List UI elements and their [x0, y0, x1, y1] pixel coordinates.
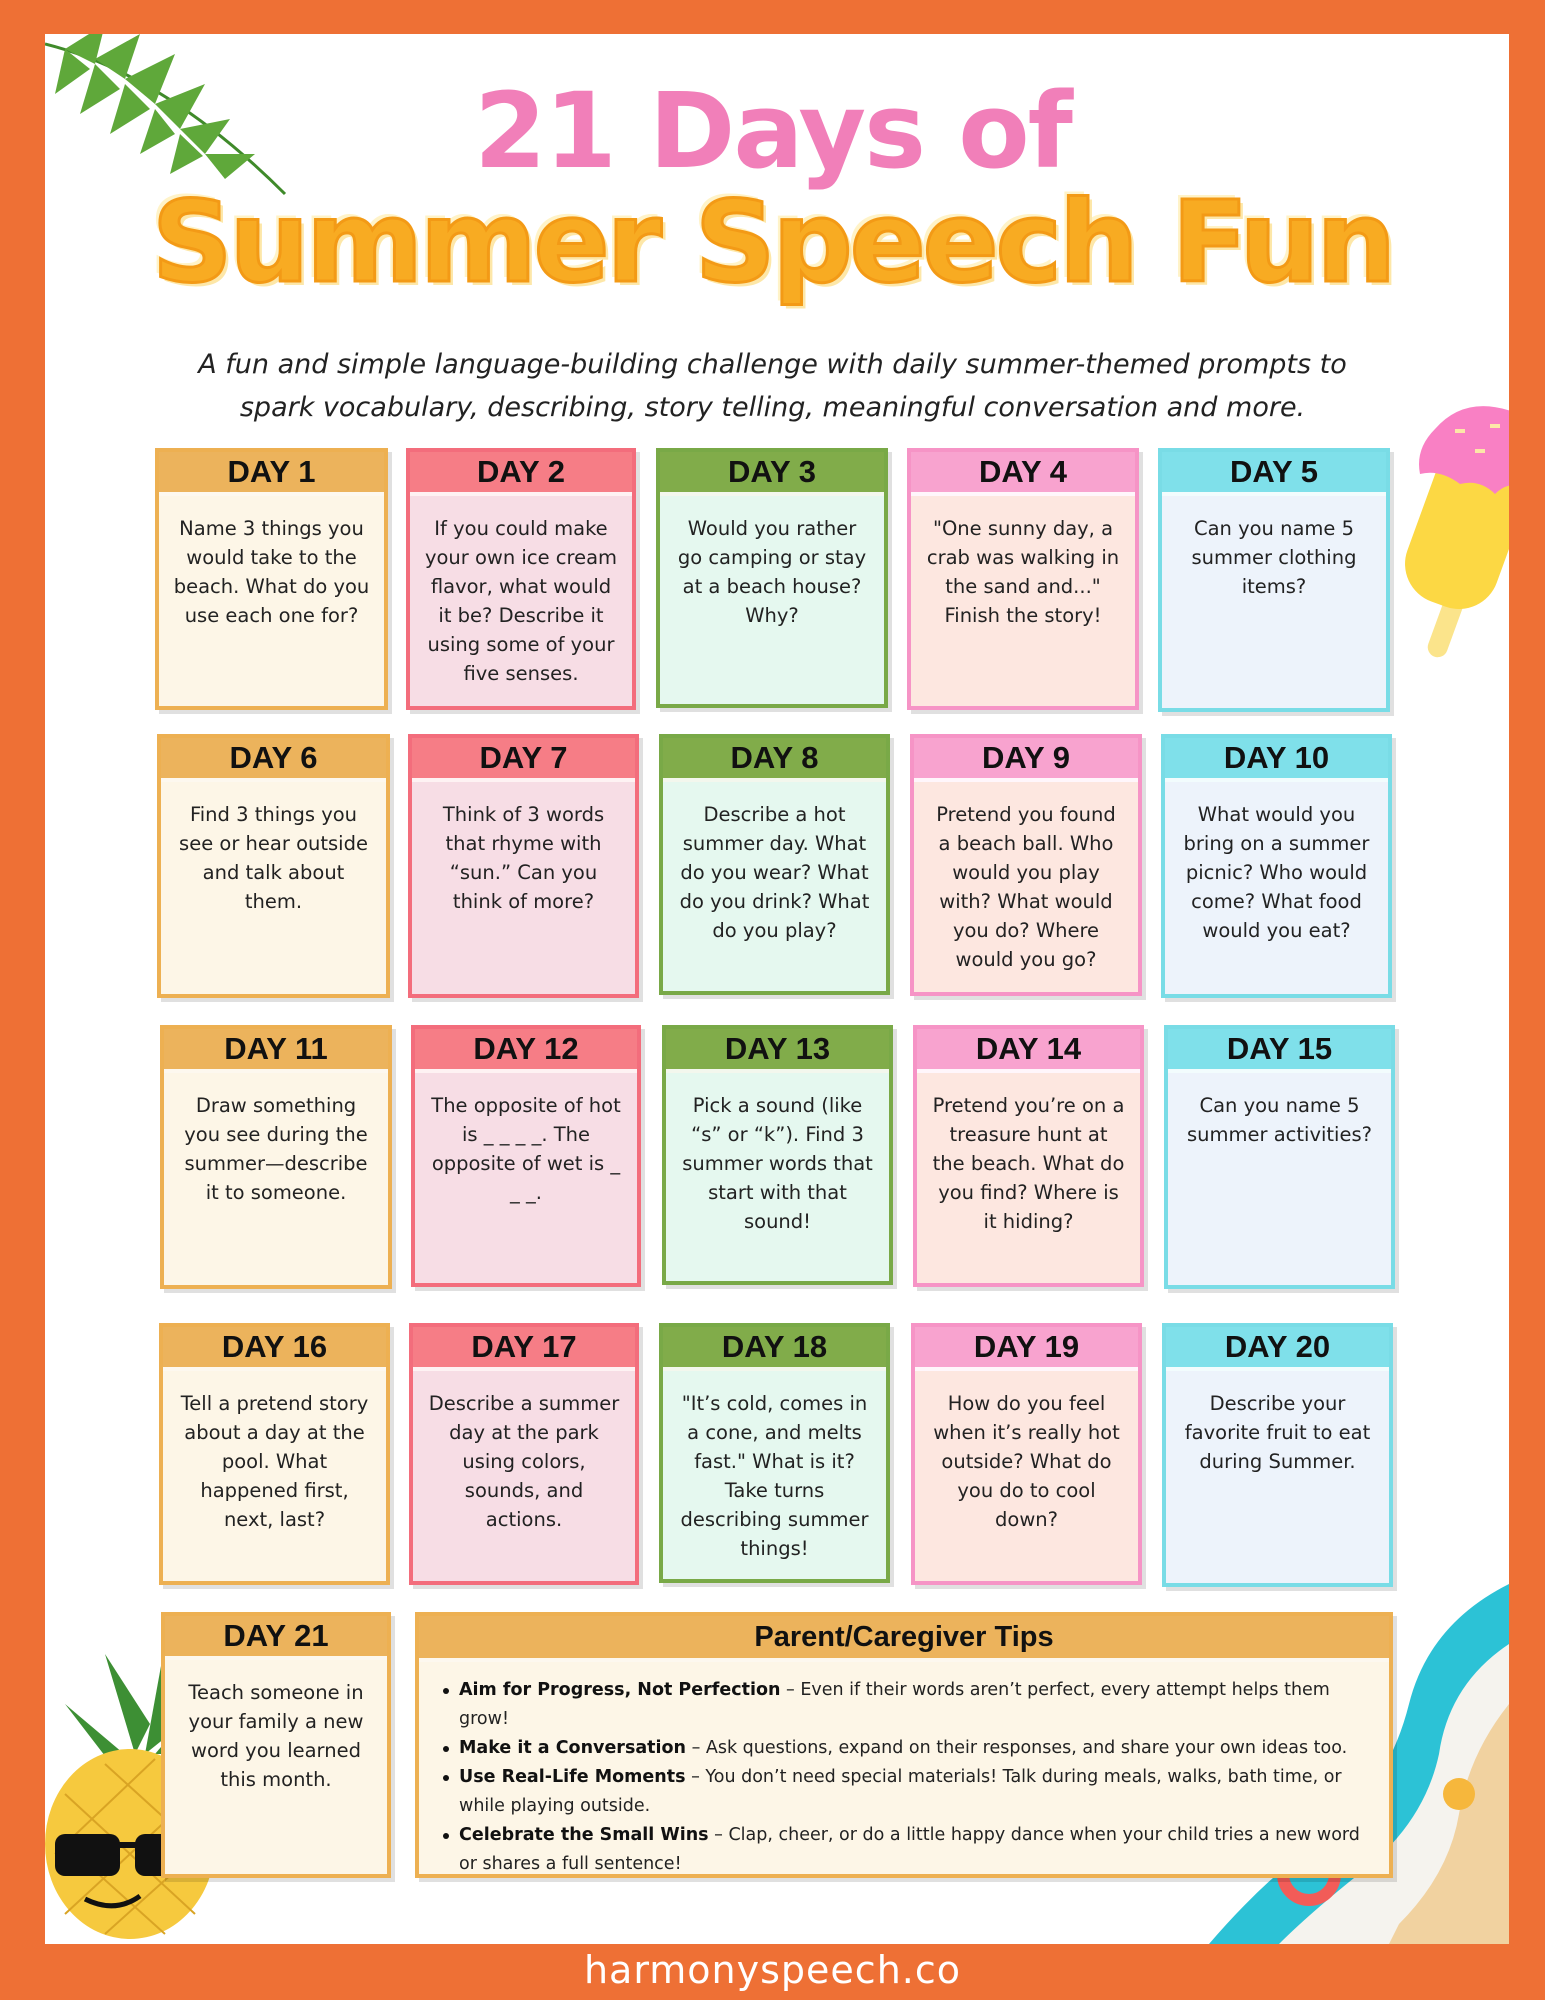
- day-card-label: DAY 1: [159, 452, 384, 496]
- day-card-1: [155, 448, 388, 710]
- day-card-label: DAY 7: [412, 738, 635, 782]
- day-card-15: [1164, 1025, 1395, 1289]
- day-card-label: DAY 2: [410, 452, 632, 496]
- popsicle-icon: [1400, 399, 1509, 669]
- tip-text: – Even if their words aren’t perfect, every attempt helps them grow!: [459, 1680, 1330, 1729]
- title-line-2: Summer Speech Fun: [151, 178, 1394, 308]
- day-card-prompt: If you could make your own ice cream flavor, what would it be? Describe it using some of your five senses.: [424, 517, 618, 685]
- day-card-20: [1162, 1323, 1393, 1587]
- day-card-label: DAY 14: [917, 1029, 1140, 1073]
- day-card-label: DAY 8: [663, 738, 886, 782]
- tip-text: – Ask questions, expand on their responses, and share your own ideas too.: [686, 1738, 1348, 1758]
- day-card-prompt: Describe your favorite fruit to eat during Summer.: [1184, 1392, 1371, 1473]
- day-card-prompt: Can you name 5 summer activities?: [1187, 1094, 1372, 1146]
- day-card-label: DAY 6: [161, 738, 386, 782]
- tip-text: – Clap, cheer, or do a little happy dance when your child tries a new word or shares a full sentence!: [459, 1825, 1360, 1874]
- day-card-17: [409, 1323, 639, 1585]
- tip-text: – You don’t need special materials! Talk during meals, walks, bath time, or while playing outside.: [459, 1767, 1342, 1816]
- day-card-label: DAY 3: [660, 452, 884, 496]
- day-card-prompt: Can you name 5 summer clothing items?: [1191, 517, 1357, 598]
- day-card-9: [910, 734, 1142, 996]
- day-card-11: [160, 1025, 392, 1289]
- day-card-prompt: Tell a pretend story about a day at the pool. What happened first, next, last?: [180, 1392, 369, 1531]
- tip-heading: Celebrate the Small Wins: [459, 1825, 709, 1845]
- tip-item: [459, 1821, 1369, 1879]
- day-card-5: [1158, 448, 1390, 712]
- day-card-label: DAY 15: [1168, 1029, 1391, 1073]
- day-card-prompt: Pick a sound (like “s” or “k”). Find 3 summer words that start with that sound!: [682, 1094, 873, 1233]
- tip-item: [459, 1734, 1369, 1763]
- day-card-label: DAY 12: [415, 1029, 637, 1073]
- day-card-12: [411, 1025, 641, 1287]
- day-card-3: [656, 448, 888, 708]
- day-card-prompt: Describe a hot summer day. What do you wear? What do you drink? What do you play?: [679, 803, 870, 942]
- day-card-10: [1161, 734, 1392, 998]
- day-card-label: DAY 20: [1166, 1327, 1389, 1371]
- day-card-prompt: Find 3 things you see or hear outside and talk about them.: [179, 803, 368, 913]
- day-card-prompt: The opposite of hot is _ _ _ _. The opposite of wet is _ _ _.: [431, 1094, 621, 1204]
- day-card-label: DAY 10: [1165, 738, 1388, 782]
- day-card-13: [662, 1025, 893, 1285]
- tip-item: [459, 1763, 1369, 1821]
- day-card-prompt: How do you feel when it’s really hot outside? What do you do to cool down?: [933, 1392, 1120, 1531]
- day-card-label: DAY 4: [911, 452, 1135, 496]
- title-line-1: 21 Days of: [474, 70, 1071, 192]
- day-card-prompt: Draw something you see during the summer—describe it to someone.: [184, 1094, 368, 1204]
- day-card-19: [911, 1323, 1142, 1585]
- day-card-prompt: Would you rather go camping or stay at a beach house? Why?: [677, 517, 867, 627]
- day-card-label: DAY 17: [413, 1327, 635, 1371]
- parent-tips-box: [415, 1612, 1393, 1878]
- day-card-label: DAY 11: [164, 1029, 388, 1073]
- day-card-label: DAY 16: [163, 1327, 386, 1371]
- day-card-18: [659, 1323, 890, 1583]
- day-card-label: DAY 5: [1162, 452, 1386, 496]
- subtitle-line-1: A fun and simple language-building challenge with daily summer-themed prompts to: [198, 349, 1347, 380]
- day-card-16: [159, 1323, 390, 1585]
- day-card-8: [659, 734, 890, 995]
- tip-item: [459, 1676, 1369, 1734]
- day-card-label: DAY 9: [914, 738, 1138, 782]
- day-card-label: DAY 18: [663, 1327, 886, 1371]
- day-card-prompt: "It’s cold, comes in a cone, and melts fast." What is it? Take turns describing summer things!: [680, 1392, 869, 1560]
- day-card-label: DAY 19: [915, 1327, 1138, 1371]
- day-card-6: [157, 734, 390, 998]
- day-card-7: [408, 734, 639, 998]
- subtitle: [150, 343, 1395, 429]
- footer-website[interactable]: harmonyspeech.co: [583, 1948, 962, 1992]
- day-card-prompt: Teach someone in your family a new word you learned this month.: [188, 1681, 364, 1791]
- day-card-21: [161, 1612, 391, 1878]
- day-card-prompt: What would you bring on a summer picnic? Who would come? What food would you eat?: [1183, 803, 1370, 942]
- day-card-2: [406, 448, 636, 710]
- subtitle-line-2: spark vocabulary, describing, story telling, meaningful conversation and more.: [239, 392, 1306, 423]
- tips-title: Parent/Caregiver Tips: [419, 1616, 1389, 1662]
- tip-heading: Make it a Conversation: [459, 1738, 687, 1758]
- day-card-14: [913, 1025, 1144, 1287]
- day-card-label: DAY 13: [666, 1029, 889, 1073]
- day-card-prompt: Pretend you found a beach ball. Who would you play with? What would you do? Where would you go?: [936, 803, 1116, 971]
- day-card-prompt: Pretend you’re on a treasure hunt at the beach. What do you find? Where is it hiding?: [932, 1094, 1125, 1233]
- day-card-prompt: Name 3 things you would take to the beach. What do you use each one for?: [173, 517, 370, 627]
- day-card-4: [907, 448, 1139, 710]
- day-card-prompt: Describe a summer day at the park using colors, sounds, and actions.: [428, 1392, 620, 1531]
- day-card-prompt: Think of 3 words that rhyme with “sun.” Can you think of more?: [442, 803, 605, 913]
- tip-heading: Aim for Progress, Not Perfection: [459, 1680, 781, 1700]
- tip-heading: Use Real-Life Moments: [459, 1767, 686, 1787]
- day-card-prompt: "One sunny day, a crab was walking in the sand and..." Finish the story!: [926, 517, 1120, 627]
- day-card-label: DAY 21: [165, 1616, 387, 1660]
- tips-list: [419, 1662, 1389, 1879]
